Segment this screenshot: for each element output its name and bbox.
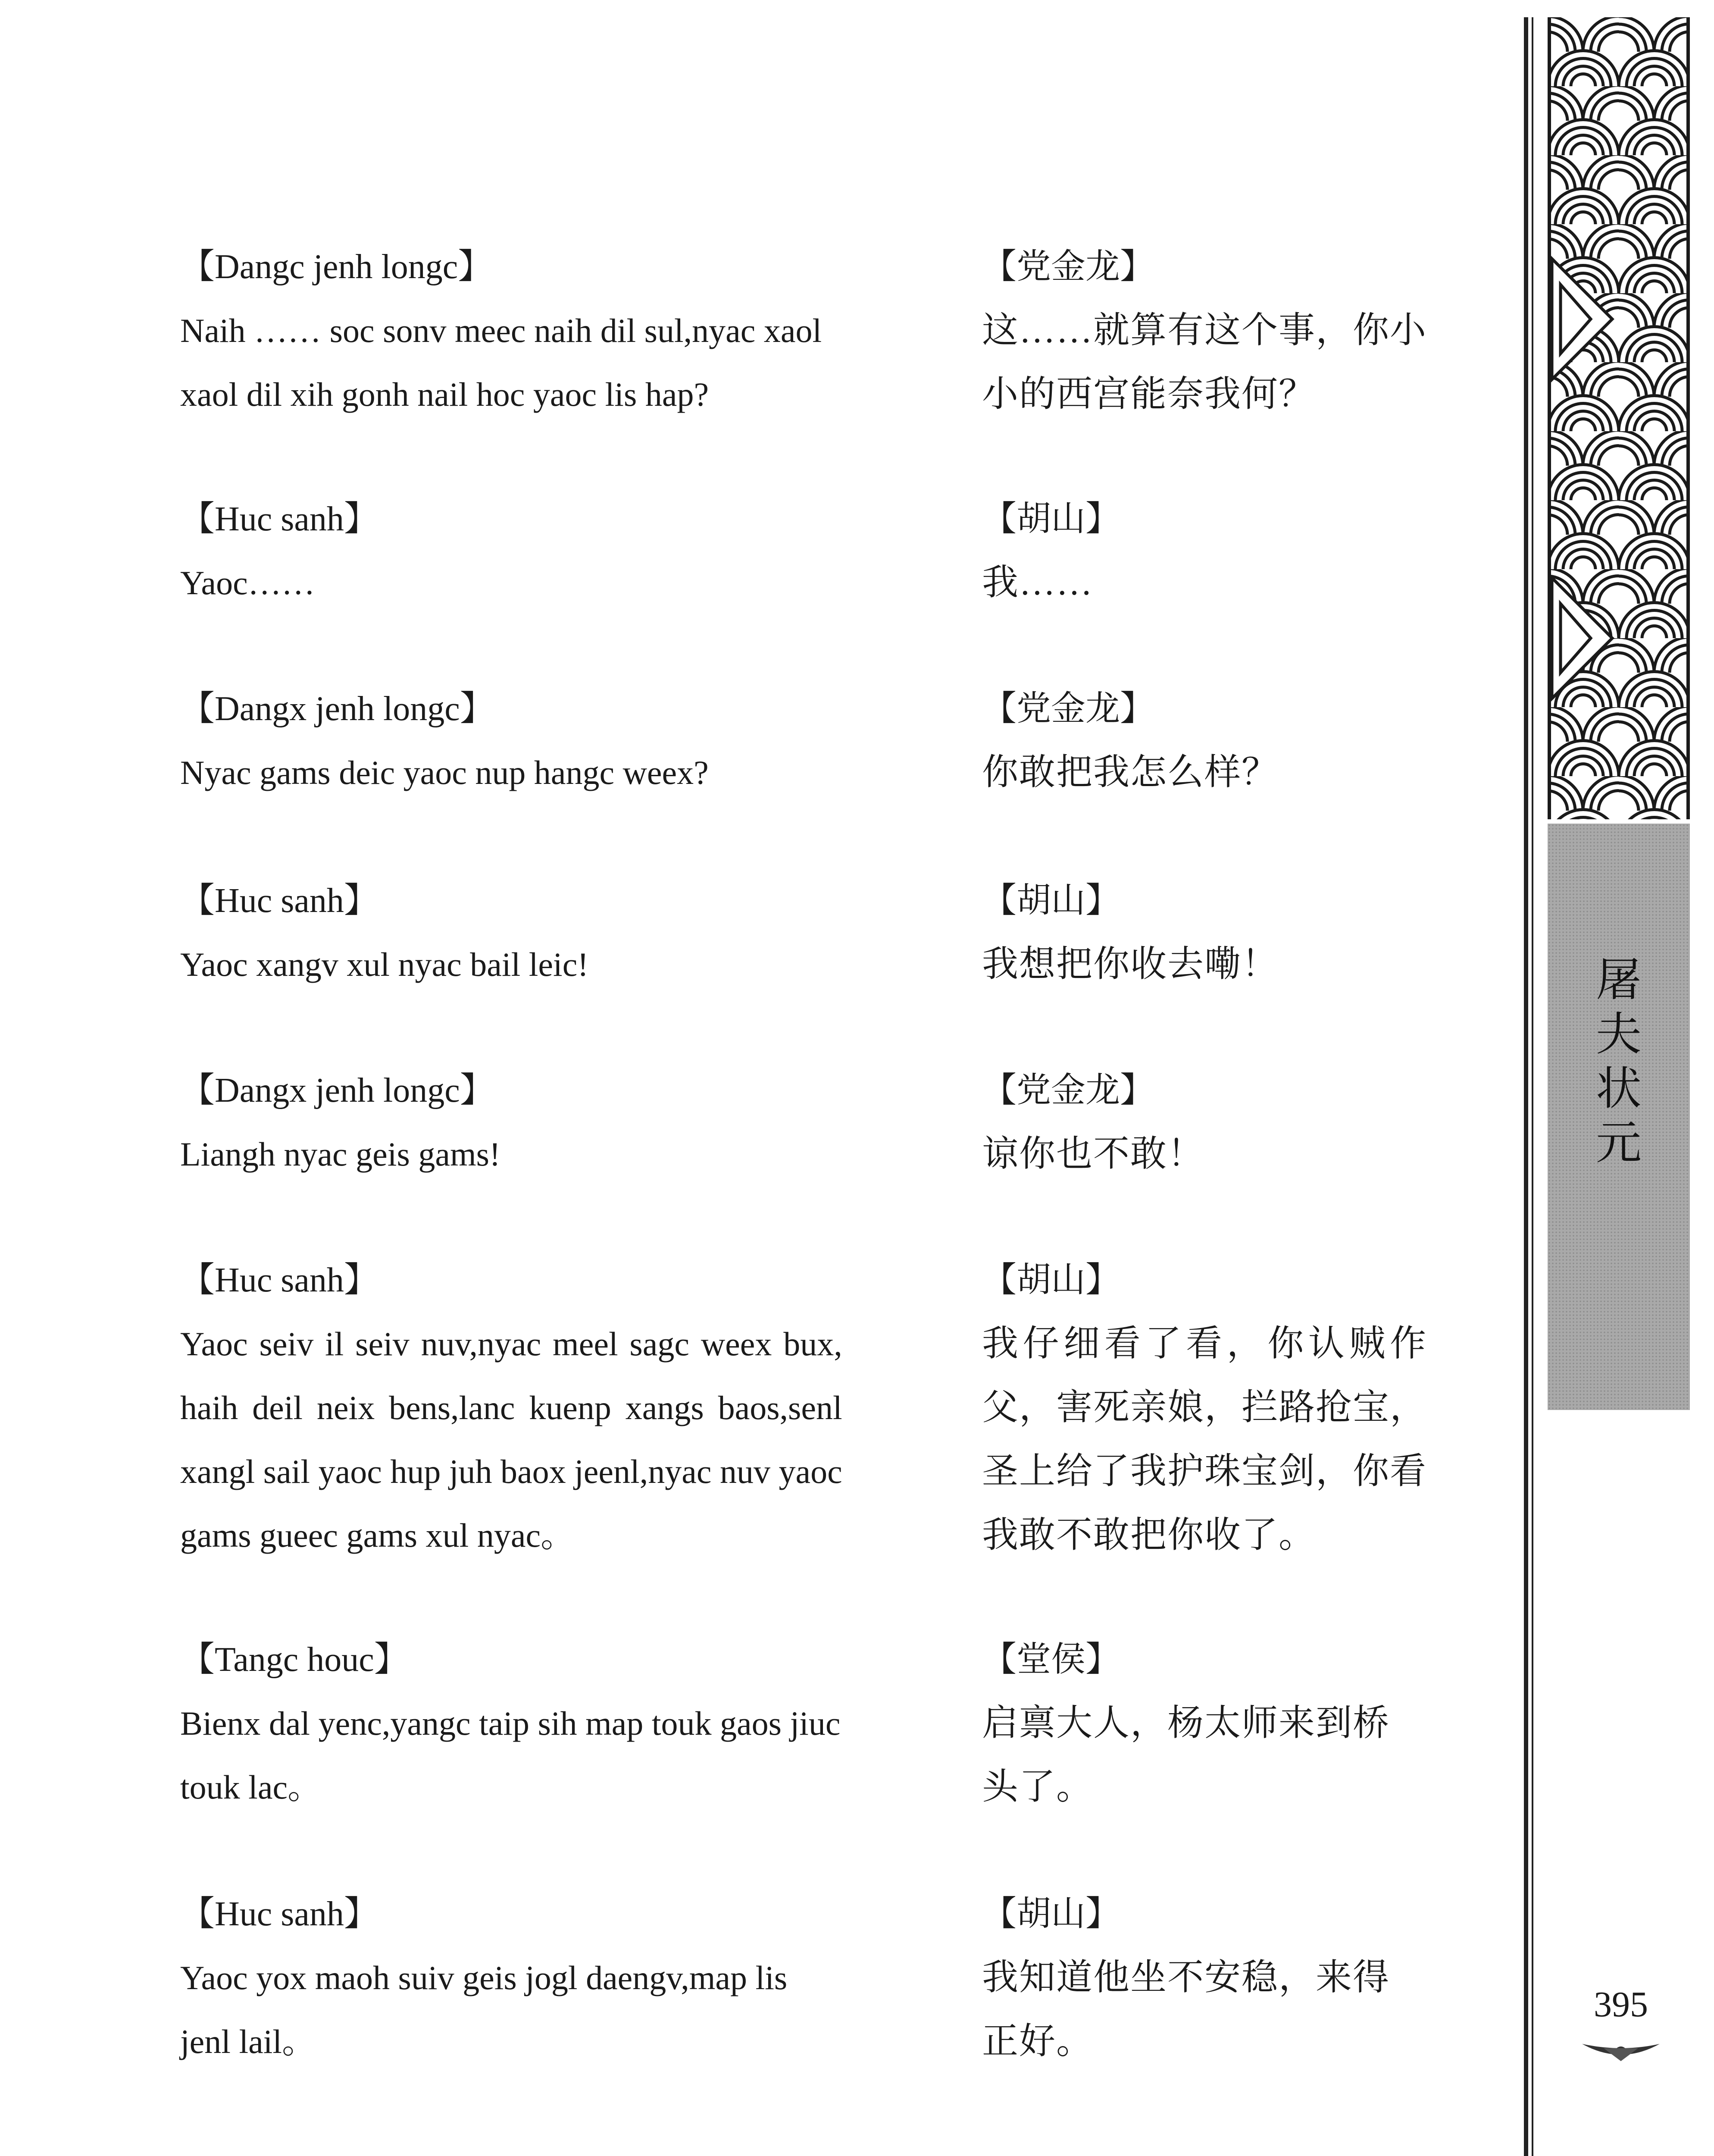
speech-line: xaol dil xih gonh nail hoc yaoc lis hap? [180,376,709,413]
book-title-char: 屠 [1596,953,1642,1006]
page-number-ornament [1578,2035,1664,2065]
speech-line: xangl sail yaoc hup juh baox jeenl,nyac nuv yaoc [180,1453,842,1490]
speaker-name: 【胡山】 [982,1895,1120,1933]
dialogue-block-zh [982,869,1279,997]
speech-line: touk lac。 [180,1768,322,1806]
page-number: 395 [1594,1984,1648,2024]
speech-line: 小的西宫能奈我何？ [982,374,1316,414]
speaker-name: 【胡山】 [982,1261,1120,1299]
speaker-name: 【Dangx jenh longc】 [180,690,494,728]
speech-line: 你敢把我怎么样？ [982,752,1279,793]
speaker-name: 【Dangc jenh longc】 [180,248,493,286]
cloud-pattern-graphic [1548,17,1690,819]
sidebar-gray-band [1548,824,1690,1410]
speech-line: Naih …… soc sonv meec naih dil sul,nyac xaol [180,312,822,349]
speech-line: Bienx dal yenc,yangc taip sih map touk gaos jiuc [180,1705,841,1742]
speaker-name: 【Huc sanh】 [180,882,378,920]
dialogue-block-dong [180,1882,787,2074]
dialogue-block-dong [180,1059,500,1186]
dialogue-block-zh [982,1248,1427,1567]
speech-line: 正好。 [982,2021,1094,2062]
dialogue-block-dong [180,487,378,615]
speaker-name: 【党金龙】 [982,690,1154,728]
speech-line: 我敢不敢把你收了。 [982,1515,1316,1555]
dialogue-block-dong [180,1628,840,1819]
dialogue-block-dong [180,869,588,997]
dialogue-block-zh [982,677,1279,805]
speech-line: gams gueec gams xul nyac。 [180,1517,575,1554]
margin-rule-line-thin [1532,17,1533,2156]
dialogue-block-zh [982,1628,1390,1819]
speaker-name: 【胡山】 [982,882,1120,920]
speech-line: haih deil neix bens,lanc kuenp xangs baos,senl [180,1389,842,1426]
speech-line: Liangh nyac geis gams! [180,1135,500,1173]
dialogue-block-zh [982,235,1427,426]
book-title-char: 夫 [1596,1008,1642,1061]
speaker-name: 【党金龙】 [982,1072,1154,1109]
speaker-name: 【Huc sanh】 [180,500,378,538]
dialogue-block-dong [180,235,822,426]
book-title-char: 状 [1596,1062,1642,1115]
dialogue-block-zh [982,487,1120,615]
dialogue-block-zh [982,1882,1390,2074]
speech-line: 我仔细看了看，你认贼作 [982,1324,1427,1364]
speech-line: 启禀大人，杨太师来到桥 [982,1703,1390,1743]
speech-line: 我…… [982,563,1094,603]
speech-line: 我想把你收去嘞！ [982,944,1279,984]
speech-line: Yaoc…… [180,564,315,602]
book-title-char: 元 [1596,1116,1642,1169]
speech-line: jenl lail。 [180,2023,316,2060]
speaker-name: 【Huc sanh】 [180,1895,378,1933]
cloud-pattern-ornament [1548,17,1690,819]
speech-line: 圣上给了我护珠宝剑，你看 [982,1451,1427,1492]
margin-rule-line [1524,17,1528,2156]
speaker-name: 【Huc sanh】 [180,1261,378,1299]
speech-line: 这……就算有这个事，你小 [982,310,1427,351]
dialogue-block-dong [180,1248,842,1567]
speech-line: Yaoc xangv xul nyac bail leic! [180,946,589,983]
speaker-name: 【Dangx jenh longc】 [180,1072,494,1109]
speaker-name: 【堂侯】 [982,1641,1120,1679]
speech-line: Yaoc yox maoh suiv geis jogl daengv,map lis [180,1959,788,1996]
speaker-name: 【胡山】 [982,500,1120,538]
dialogue-block-zh [982,1059,1204,1186]
speech-line: 我知道他坐不安稳，来得 [982,1958,1390,1998]
speech-line: 父，害死亲娘，拦路抢宝， [982,1388,1427,1428]
dialogue-block-dong [180,677,709,805]
speech-line: 谅你也不敢！ [982,1134,1205,1174]
speech-line: Nyac gams deic yaoc nup hangc weex? [180,754,709,791]
book-title-vertical [1548,953,1690,1170]
speaker-name: 【Tangc houc】 [180,1641,409,1679]
speaker-name: 【党金龙】 [982,248,1154,286]
speech-line: Yaoc seiv il seiv nuv,nyac meel sagc weex bux, [180,1325,842,1363]
speech-line: 头了。 [982,1767,1094,1807]
